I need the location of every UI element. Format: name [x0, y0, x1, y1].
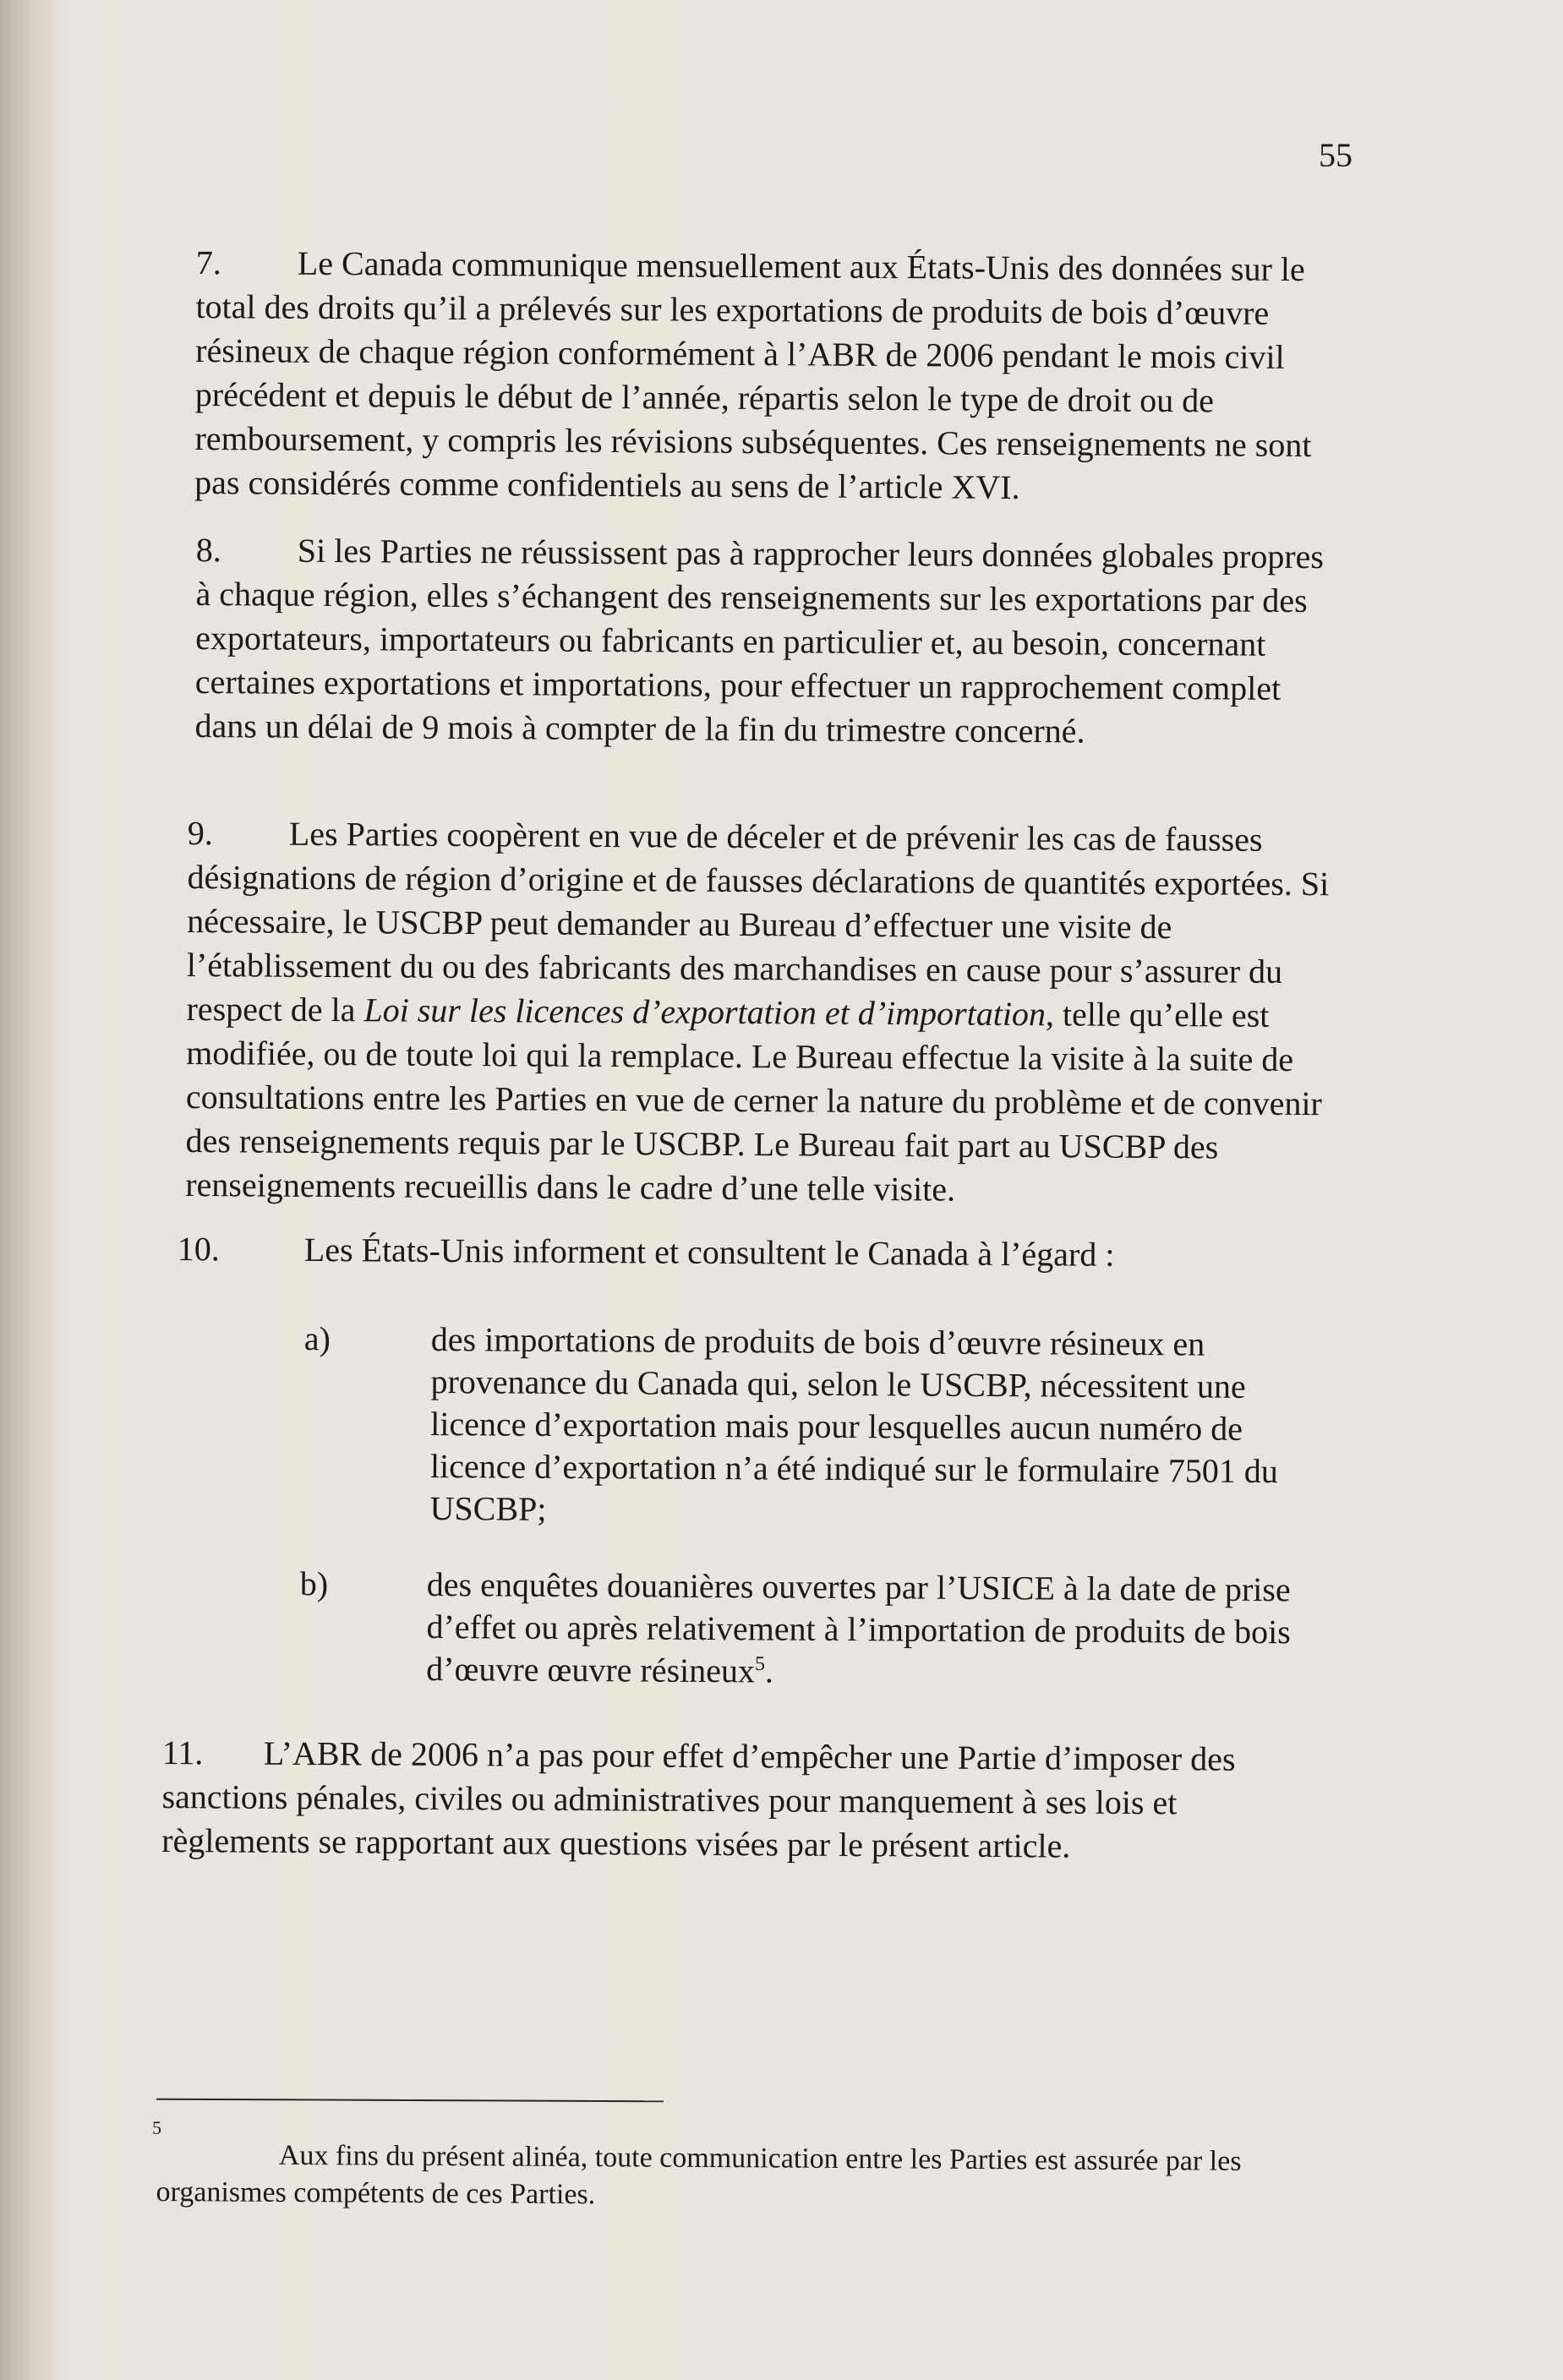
paragraph-number: 7. [195, 243, 221, 282]
subitem-label: a) [303, 1319, 331, 1358]
subitem-a [303, 1318, 1327, 1535]
paragraph-text: L’ABR de 2006 n’a pas pour effet d’empêcher une Partie d’imposer des sanctions pénales, civiles ou administratives pour manquement à ses lois et règlements se rapportant aux questions visées par le présent article. [161, 1733, 1236, 1865]
paragraph-number: 10. [177, 1230, 220, 1269]
footnote-mark: 5 [152, 2117, 161, 2138]
paragraph-text: Le Canada communique mensuellement aux États-Unis des données sur le total des droits qu’il a prélevés sur les exportations de produits de bois d’œuvre résineux de chaque région conformément à l’ABR de 2006 pendant le mois civil précédent et depuis le début de l’année, répartis selon le type de droit ou de remboursement, y compris les révisions subséquentes. Ces renseignements ne sont pas considérés comme confidentiels au sens de l’article XVI. [194, 243, 1312, 506]
subitem-b [299, 1564, 1323, 1695]
paragraph-11 [161, 1731, 1312, 1870]
law-title: Loi sur les licences d’exportation et d’importation [363, 991, 1047, 1034]
paragraph-text: Si les Parties ne réussissent pas à rapprocher leurs données globales propres à chaque région, elles s’échangent des renseignements sur les exportations par des exportateurs, importateurs ou fabricants en particulier et, au besoin, concernant certaines exportations et importations, pour effectuer un rapprochement complet dans un délai de 9 mois à compter de la fin du trimestre concerné. [194, 531, 1325, 751]
subitem-text: des importations de produits de bois d’œuvre résineux en provenance du Canada qui, selon le USCBP, nécessitent une licence d’exportation mais pour lesquelles aucun numéro de licence d’exportation n’a été indiqué sur le formulaire 7501 du USCBP; [429, 1320, 1279, 1528]
subitem-text: des enquêtes douanières ouvertes par l’USICE à la date de prise d’effet ou après relativement à l’importation de produits de bois d’œuvre œuvre résineux [426, 1565, 1291, 1690]
paragraph-number: 9. [187, 813, 213, 853]
paragraph-text: Les États-Unis informent et consultent le Canada à l’égard : [303, 1230, 1115, 1274]
footnote-text: Aux fins du présent alinéa, toute communication entre les Parties est assurée par les organismes compétents de ces Parties. [156, 2139, 1242, 2211]
subitem-text-end: . [764, 1651, 774, 1690]
paragraph-7 [194, 241, 1346, 511]
paragraph-text-continued: , telle qu’elle est modifiée, ou de toute loi qui la remplace. Le Bureau effectue la visite à la suite de consultations entre les Parties en vue de cerner la nature du problème et de convenir des renseignements requis par le USCBP. Le Bureau fait part au USCBP des renseignements recueillis dans le cadre d’une telle visite. [185, 995, 1322, 1209]
footnote [156, 2137, 1281, 2218]
paragraph-8 [194, 528, 1346, 755]
paragraph-number: 8. [195, 530, 221, 570]
page-number: 55 [1319, 136, 1353, 174]
footnote-divider [156, 2099, 664, 2103]
subitem-label: b) [299, 1564, 329, 1603]
paragraph-9 [185, 811, 1337, 1214]
book-spine-shadow [0, 0, 59, 2380]
paragraph-number: 11. [161, 1733, 204, 1772]
footnote-reference: 5 [754, 1653, 766, 1676]
paragraph-10 [178, 1227, 1327, 1278]
paragraph-text: Les Parties coopèrent en vue de déceler et de prévenir les cas de fausses désignations de région d’origine et de fausses déclarations de quantités exportées. Si nécessaire, le USCBP peut demander au Bureau d’effectuer une visite de l’établissement du ou des fabricants des marchandises en cause pour s’assurer du respect de la [186, 814, 1330, 1029]
